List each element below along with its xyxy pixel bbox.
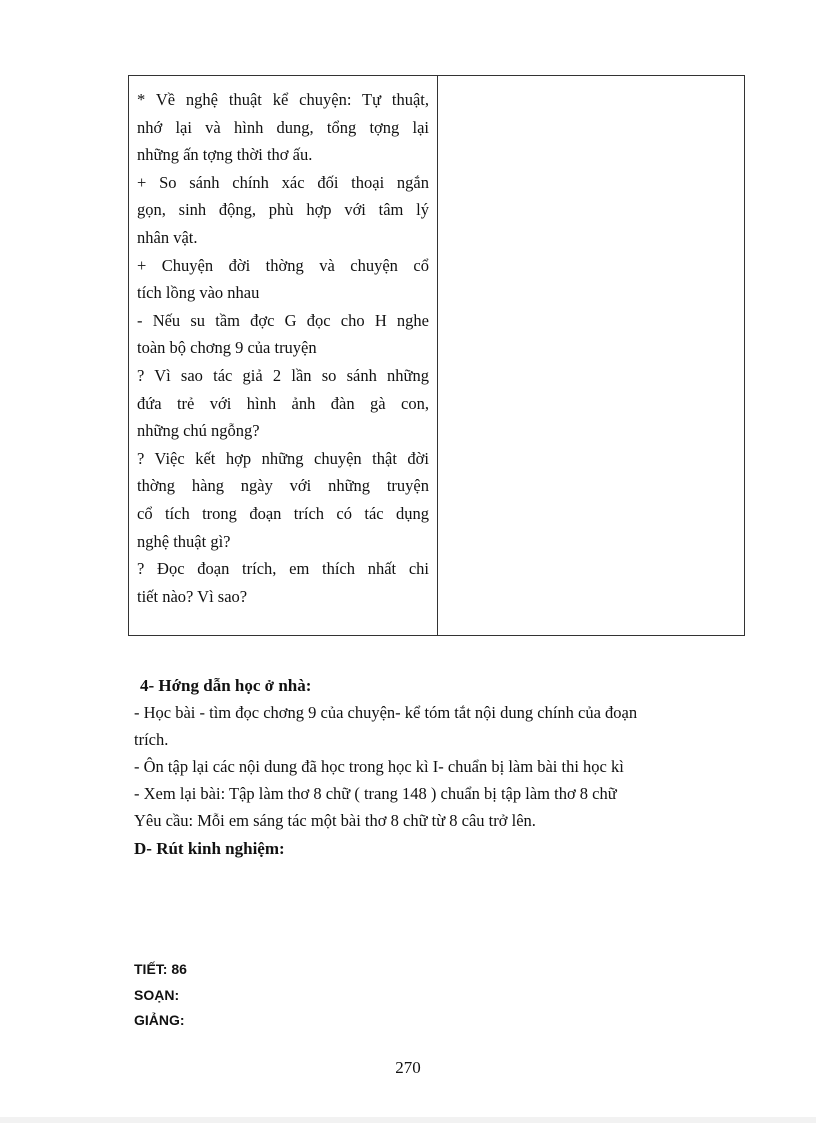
period-label: TIẾT: 86 (134, 961, 187, 977)
table-line: ? Việc kết hợp những chuyện thật đời (137, 448, 429, 468)
table-line: ? Đọc đoạn trích, em thích nhất chi (137, 559, 429, 579)
table-line: tích lồng vào nhau (137, 283, 260, 303)
prepared-label: SOẠN: (134, 986, 180, 1003)
table-line: toàn bộ chơng 9 của truyện (137, 338, 317, 358)
homework-line: - Ôn tập lại các nội dung đã học trong học kì I- chuẩn bị làm bài thi học kì (134, 757, 624, 776)
table-line: những chú ngỗng? (137, 421, 260, 441)
table-line: * Về nghệ thuật kể chuyện: Tự thuật, (137, 90, 429, 109)
table-line: đứa trẻ với hình ảnh đàn gà con, (137, 393, 429, 413)
content-cell-empty (438, 76, 744, 635)
table-line: những ấn tợng thời thơ ấu. (137, 145, 313, 165)
lesson-table (128, 75, 745, 636)
homework-line: - Xem lại bài: Tập làm thơ 8 chữ ( trang 148 ) chuẩn bị tập làm thơ 8 chữ (134, 784, 617, 803)
table-line: tiết nào? Vì sao? (137, 586, 248, 606)
page-number: 270 (395, 1058, 421, 1077)
taught-label: GIẢNG: (134, 1012, 185, 1028)
homework-heading: 4- Hớng dẫn học ở nhà: (140, 676, 312, 695)
homework-list (134, 699, 754, 834)
teaching-activity-cell (129, 76, 438, 635)
table-line: + Chuyện đời thờng và chuyện cổ (137, 255, 429, 275)
table-line: nghệ thuật gì? (137, 531, 231, 551)
table-line: nhân vật. (137, 227, 198, 247)
homework-section (134, 673, 754, 862)
table-line: - Nếu su tầm đợc G đọc cho H nghe (137, 310, 429, 330)
page-bottom-edge (0, 1117, 816, 1123)
experience-heading: D- Rút kinh nghiệm: (134, 839, 285, 858)
homework-line: Yêu cầu: Mỗi em sáng tác một bài thơ 8 chữ từ 8 câu trở lên. (134, 811, 536, 830)
table-line: gọn, sinh động, phù hợp với tâm lý (137, 200, 429, 220)
table-line: ? Vì sao tác giả 2 lần so sánh những (137, 365, 429, 385)
homework-line: - Học bài - tìm đọc chơng 9 của chuyện- kể tóm tắt nội dung chính của đoạn (134, 703, 638, 722)
homework-line: trích. (134, 730, 169, 749)
table-line: + So sánh chính xác đối thoại ngắn (137, 172, 429, 192)
table-line: nhớ lại và hình dung, tổng tợng lại (137, 117, 429, 137)
table-line: cổ tích trong đoạn trích có tác dụng (137, 503, 429, 523)
next-lesson-block (134, 957, 754, 1034)
table-line: thờng hàng ngày với những truyện (137, 476, 429, 496)
